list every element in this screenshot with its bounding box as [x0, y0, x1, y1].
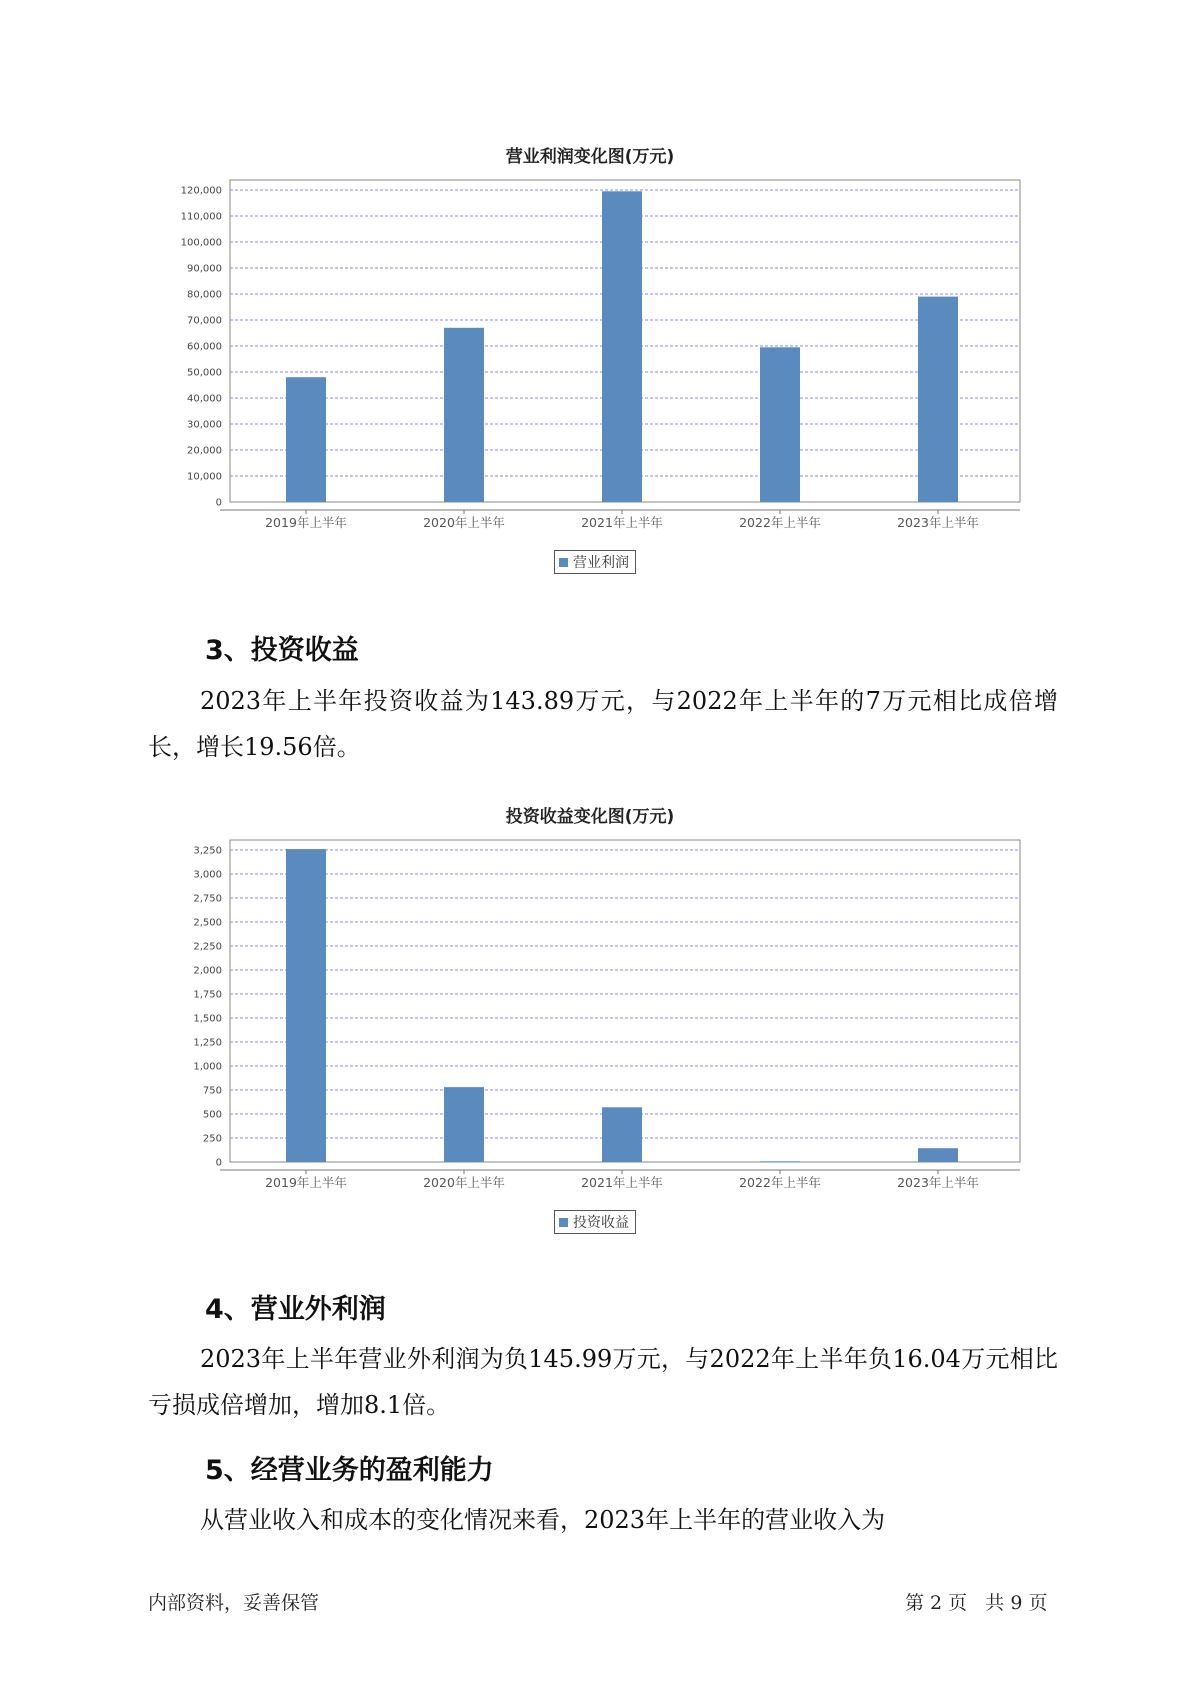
bar-4 — [760, 1161, 800, 1162]
y-tick-label: 20,000 — [187, 445, 222, 457]
section-paragraph-profitability: 从营业收入和成本的变化情况来看，2023年上半年的营业收入为 — [200, 1506, 886, 1534]
section-paragraph-investment-income: 2023年上半年投资收益为143.89万元，与2022年上半年的7万元相比成倍增长，增长19.56倍。 — [148, 687, 1058, 761]
bar-1 — [286, 377, 326, 502]
y-tick-label: 40,000 — [187, 393, 222, 405]
x-tick-label: 2023年上半年 — [897, 515, 979, 530]
bar-3 — [602, 191, 642, 502]
x-tick-label: 2022年上半年 — [739, 1175, 821, 1190]
y-tick-label: 50,000 — [187, 367, 222, 379]
y-tick-label: 2,500 — [193, 917, 222, 929]
y-tick-label: 30,000 — [187, 419, 222, 431]
section-heading-profitability: 5、经营业务的盈利能力 — [205, 1455, 494, 1486]
y-tick-label: 60,000 — [187, 341, 222, 353]
y-tick-label: 2,250 — [193, 941, 222, 953]
y-tick-label: 100,000 — [180, 237, 222, 249]
bar-2 — [444, 328, 484, 502]
bar-3 — [602, 1107, 642, 1162]
y-tick-label: 0 — [215, 1157, 222, 1169]
chart-canvas — [150, 830, 1030, 1250]
y-tick-label: 80,000 — [187, 289, 222, 301]
y-tick-label: 120,000 — [180, 185, 222, 197]
x-tick-label: 2019年上半年 — [265, 515, 347, 530]
bar-4 — [760, 347, 800, 502]
y-tick-label: 90,000 — [187, 263, 222, 275]
section-paragraph-non-operating-profit: 2023年上半年营业外利润为负145.99万元，与2022年上半年负16.04万元相比亏损成倍增加，增加8.1倍。 — [148, 1345, 1058, 1419]
chart-legend — [554, 1210, 636, 1234]
chart-title: 营业利润变化图(万元) — [505, 147, 675, 167]
y-tick-label: 3,000 — [193, 869, 222, 881]
chart-title: 投资收益变化图(万元) — [505, 807, 675, 827]
chart-legend — [554, 550, 636, 574]
y-tick-label: 2,000 — [193, 965, 222, 977]
x-tick-label: 2020年上半年 — [423, 515, 505, 530]
bar-1 — [286, 849, 326, 1162]
y-tick-label: 0 — [215, 497, 222, 509]
legend-label: 投资收益 — [573, 1215, 629, 1231]
legend-label: 营业利润 — [573, 555, 629, 571]
chart-canvas — [150, 170, 1030, 590]
x-tick-label: 2021年上半年 — [581, 1175, 663, 1190]
y-tick-label: 3,250 — [193, 845, 222, 857]
y-tick-label: 70,000 — [187, 315, 222, 327]
legend-swatch — [559, 558, 568, 567]
y-tick-label: 1,250 — [193, 1037, 222, 1049]
operating-profit-chart — [150, 140, 1030, 585]
bar-5 — [918, 297, 958, 502]
footer-page-number: 第 2 页 共 9 页 — [905, 1592, 1048, 1614]
section-heading-investment-income: 3、投资收益 — [205, 635, 359, 666]
section-heading-non-operating-profit: 4、营业外利润 — [205, 1294, 386, 1325]
y-tick-label: 1,750 — [193, 989, 222, 1001]
y-tick-label: 1,000 — [193, 1061, 222, 1073]
y-tick-label: 250 — [202, 1133, 222, 1145]
y-tick-label: 750 — [202, 1085, 222, 1097]
legend-swatch — [559, 1218, 568, 1227]
x-tick-label: 2021年上半年 — [581, 515, 663, 530]
y-tick-label: 2,750 — [193, 893, 222, 905]
x-tick-label: 2020年上半年 — [423, 1175, 505, 1190]
y-tick-label: 10,000 — [187, 471, 222, 483]
y-tick-label: 500 — [202, 1109, 222, 1121]
x-tick-label: 2023年上半年 — [897, 1175, 979, 1190]
footer-left: 内部资料，妥善保管 — [148, 1592, 320, 1614]
y-tick-label: 1,500 — [193, 1013, 222, 1025]
investment-income-chart — [150, 800, 1030, 1245]
y-tick-label: 110,000 — [180, 211, 222, 223]
bar-2 — [444, 1087, 484, 1162]
x-tick-label: 2022年上半年 — [739, 515, 821, 530]
x-tick-label: 2019年上半年 — [265, 1175, 347, 1190]
bar-5 — [918, 1148, 958, 1162]
